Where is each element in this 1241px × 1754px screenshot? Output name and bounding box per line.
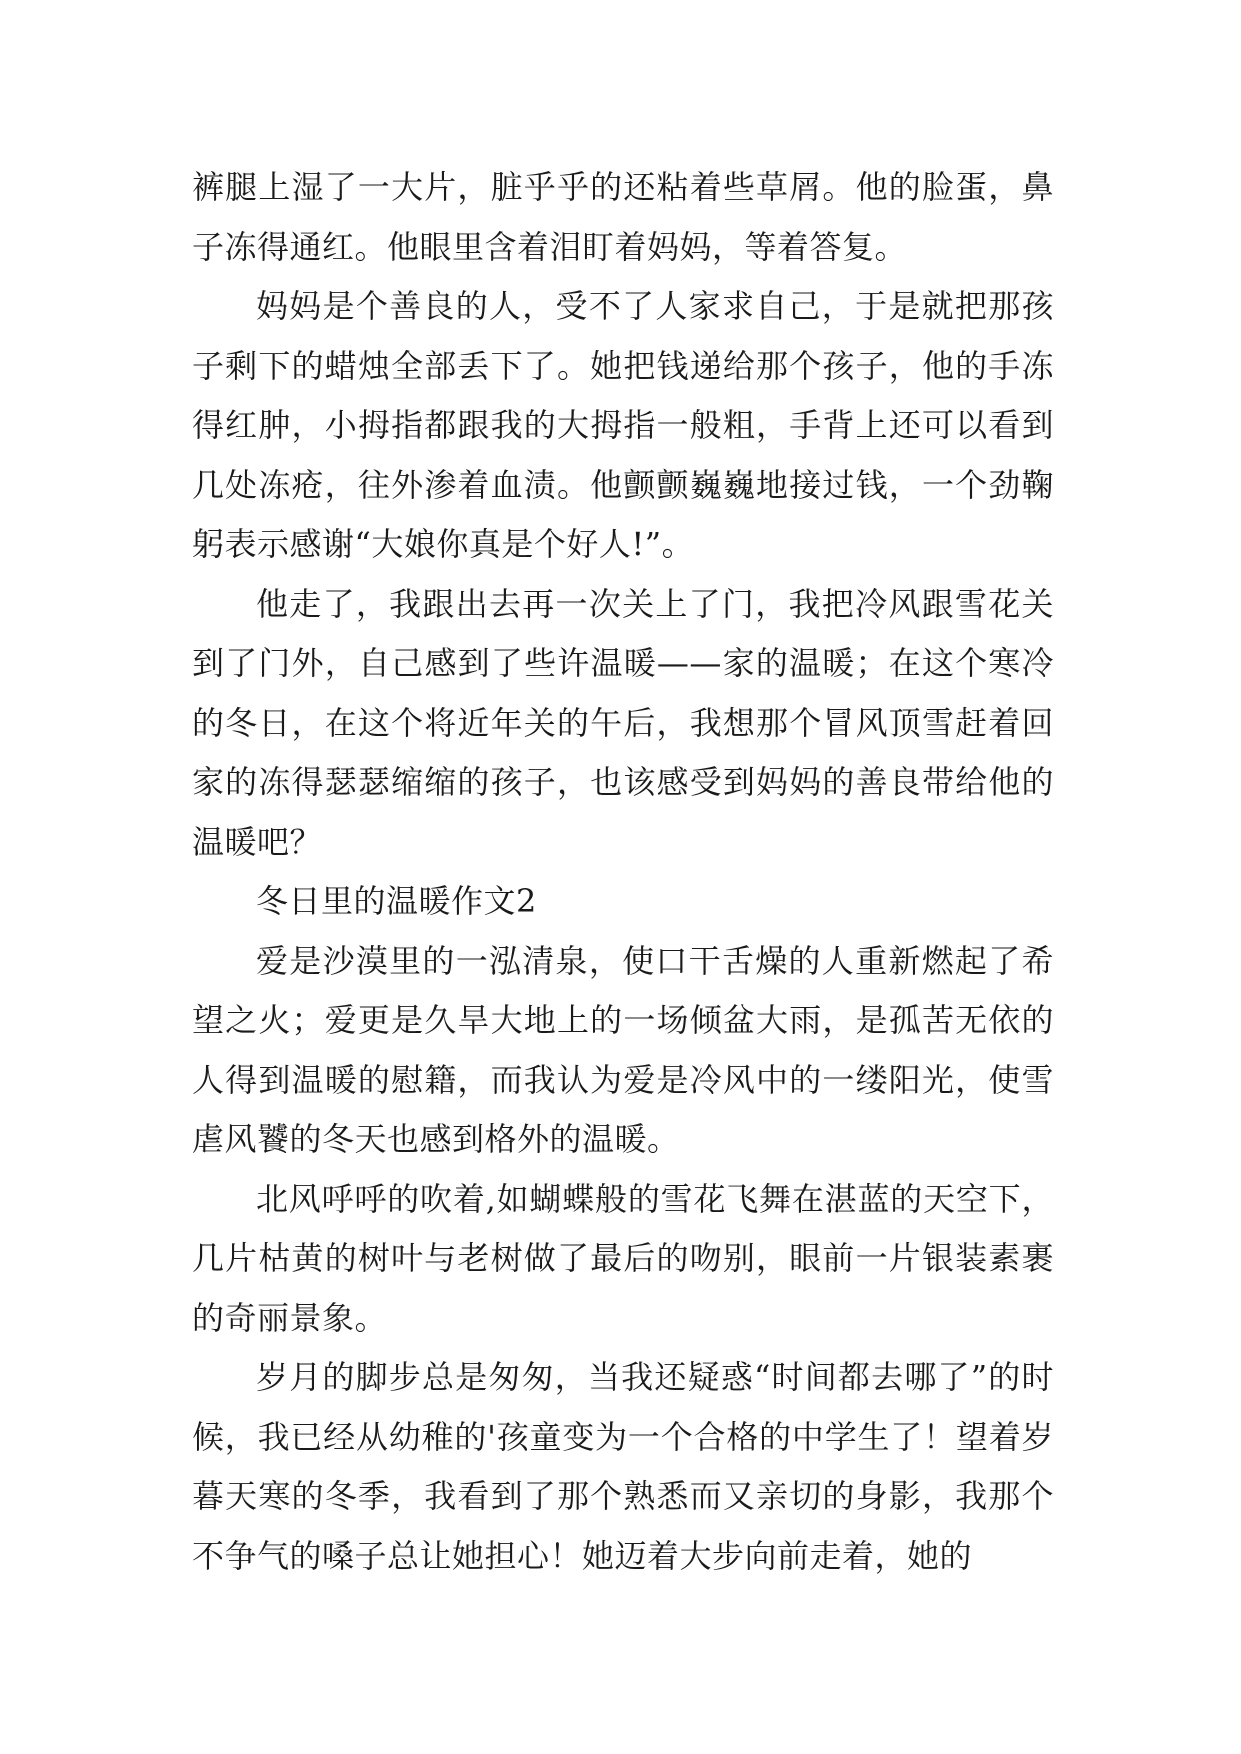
- paragraph-love-metaphor: 爱是沙漠里的一泓清泉，使口干舌燥的人重新燃起了希望之火；爱更是久旱大地上的一场倾盆大雨，是孤苦无依的人得到温暖的慰籍，而我认为爱是冷风中的一缕阳光，使雪虐风饕的冬天也感到格外的温暖。: [192, 941, 1054, 1158]
- document-body: [192, 158, 1054, 1586]
- paragraph-mother-kindness: 妈妈是个善良的人，受不了人家求自己，于是就把那孩子剩下的蜡烛全部丢下了。她把钱递给那个孩子，他的手冻得红肿，小拇指都跟我的大拇指一般粗，手背上还可以看到几处冻疮，往外渗着血渍。他颤颤巍巍地接过钱，一个劲鞠躬表示感谢“大娘你真是个好人!”。: [192, 287, 1054, 563]
- paragraph-continued: 裤腿上湿了一大片，脏乎乎的还粘着些草屑。他的脸蛋，鼻子冻得通红。他眼里含着泪盯着妈妈，等着答复。: [192, 168, 1054, 266]
- paragraph-boy-leaves: 他走了，我跟出去再一次关上了门，我把冷风跟雪花关到了门外，自己感到了些许温暖——家的温暖；在这个寒冷的冬日，在这个将近年关的午后，我想那个冒风顶雪赶着回家的冻得瑟瑟缩缩的孩子，也该感受到妈妈的善良带给他的温暖吧？: [192, 584, 1054, 861]
- paragraph-time-passes: 岁月的脚步总是匆匆，当我还疑惑“时间都去哪了”的时候，我已经从幼稚的'孩童变为一个合格的中学生了！望着岁暮天寒的冬季，我看到了那个熟悉而又亲切的身影，我那个不争气的嗓子总让她担心！她迈着大步向前走着，她的: [192, 1358, 1054, 1575]
- paragraph-north-wind: 北风呼呼的吹着,如蝴蝶般的雪花飞舞在湛蓝的天空下，几片枯黄的树叶与老树做了最后的吻别，眼前一片银装素裹的奇丽景象。: [192, 1179, 1054, 1337]
- section-heading: 冬日里的温暖作文2: [256, 882, 537, 920]
